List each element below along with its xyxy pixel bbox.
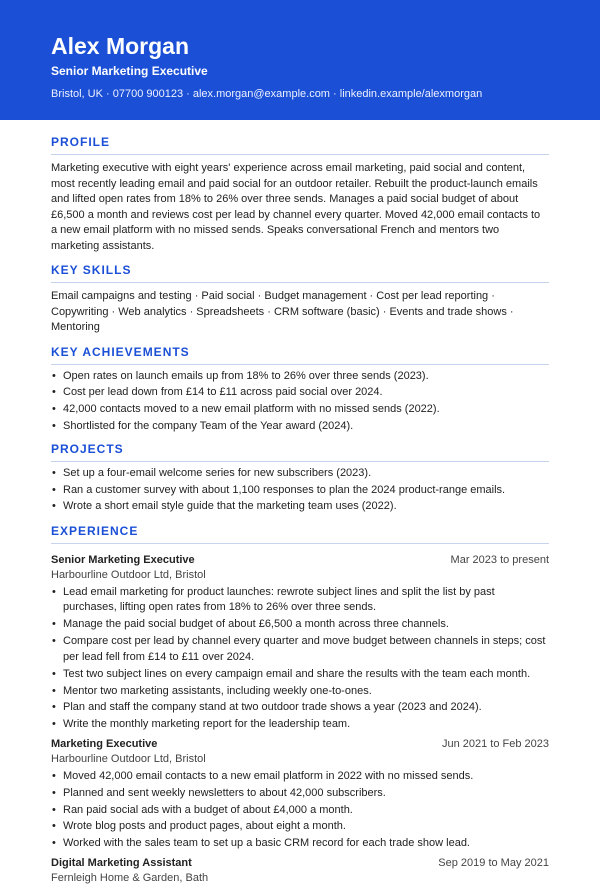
list-item: • Lead email marketing for product launches: rewrote subject lines and split the list by past purchases, lifting open rates from 18% to 26% over three sends. xyxy=(51,585,549,616)
profile-text: Marketing executive with eight years' experience across email marketing, paid social and content, most recently leading email and paid social for an outdoor retailer. Rebuilt the product-launch emails and lifted open rates from 18% to 26% over three sends. Manages a paid social budget of about £6,500 a month and reviews cost per lead by channel every quarter. Moved 42,000 email contacts to a new email platform with no missed sends. Speaks conversational French and mentors two marketing assistants. xyxy=(51,162,541,252)
list-item: • Open rates on launch emails up from 18% to 26% over three sends (2023). xyxy=(51,369,549,385)
job-entry xyxy=(51,856,549,886)
job-title: Marketing Executive xyxy=(51,737,158,750)
list-item: • Set up a four-email welcome series for new subscribers (2023). xyxy=(51,466,549,482)
list-item: • Wrote blog posts and product pages, about eight a month. xyxy=(51,819,549,835)
projects-section xyxy=(51,442,549,515)
list-item: • Ran a customer survey with about 1,100 responses to plan the 2024 product-range emails. xyxy=(51,483,549,499)
job-duties-list xyxy=(51,769,549,852)
list-item: • Plan and staff the company stand at two outdoor trade shows a year (2023 and 2024). xyxy=(51,700,549,716)
skills-section xyxy=(51,263,549,336)
resume-body xyxy=(0,135,600,886)
skills-text: Email campaigns and testing · Paid social · Budget management · Cost per lead reporting · Copywriting · Web analytics · Spreadsheets · CRM software (basic) · Events and trade shows · Mentoring xyxy=(51,290,514,333)
job-title: Senior Marketing Executive xyxy=(51,553,195,566)
job-company: Fernleigh Home & Garden, Bath xyxy=(51,871,209,884)
job-header xyxy=(51,856,549,871)
list-item: • Compare cost per lead by channel every quarter and move budget between channels in steps; cost per lead fell from £14 to £11 over 2024. xyxy=(51,634,549,665)
job-header xyxy=(51,737,549,752)
list-item: • Ran paid social ads with a budget of about £4,000 a month. xyxy=(51,803,549,819)
job-header xyxy=(51,553,549,568)
contact-line: Bristol, UK · 07700 900123 · alex.morgan@example.com · linkedin.example/alexmorgan xyxy=(51,88,483,100)
profile-section xyxy=(51,135,549,254)
job-title: Digital Marketing Assistant xyxy=(51,856,192,869)
achievements-list xyxy=(51,369,549,435)
list-item: • Planned and sent weekly newsletters to about 42,000 subscribers. xyxy=(51,786,549,802)
job-dates: Jun 2021 to Feb 2023 xyxy=(441,737,549,750)
list-item: • Shortlisted for the company Team of the Year award (2024). xyxy=(51,419,549,435)
experience-section xyxy=(51,524,549,886)
list-item: • 42,000 contacts moved to a new email platform with no missed sends (2022). xyxy=(51,402,549,418)
section-title-profile: PROFILE xyxy=(51,135,549,155)
job-dates: Mar 2023 to present xyxy=(450,553,549,566)
projects-list xyxy=(51,466,549,515)
achievements-section xyxy=(51,345,549,435)
job-dates: Sep 2019 to May 2021 xyxy=(438,856,549,869)
job-company: Harbourline Outdoor Ltd, Bristol xyxy=(51,568,206,581)
list-item: • Moved 42,000 email contacts to a new email platform in 2022 with no missed sends. xyxy=(51,769,549,785)
candidate-role: Senior Marketing Executive xyxy=(51,64,208,78)
candidate-name: Alex Morgan xyxy=(51,33,190,59)
resume-header xyxy=(0,0,600,120)
list-item: • Mentor two marketing assistants, including weekly one-to-ones. xyxy=(51,684,549,700)
list-item: • Cost per lead down from £14 to £11 across paid social over 2024. xyxy=(51,385,549,401)
section-title-projects: PROJECTS xyxy=(51,442,549,462)
list-item: • Worked with the sales team to set up a basic CRM record for each trade show lead. xyxy=(51,836,549,852)
job-entry xyxy=(51,553,549,733)
section-title-achievements: KEY ACHIEVEMENTS xyxy=(51,345,549,365)
list-item: • Test two subject lines on every campaign email and share the results with the team each month. xyxy=(51,667,549,683)
job-entry xyxy=(51,737,549,852)
list-item: • Manage the paid social budget of about £6,500 a month across three channels. xyxy=(51,617,549,633)
list-item: • Wrote a short email style guide that the marketing team uses (2022). xyxy=(51,499,549,515)
job-company: Harbourline Outdoor Ltd, Bristol xyxy=(51,752,206,765)
section-title-experience: EXPERIENCE xyxy=(51,524,549,544)
list-item: • Write the monthly marketing report for the leadership team. xyxy=(51,717,549,733)
section-title-skills: KEY SKILLS xyxy=(51,263,549,283)
job-duties-list xyxy=(51,585,549,733)
